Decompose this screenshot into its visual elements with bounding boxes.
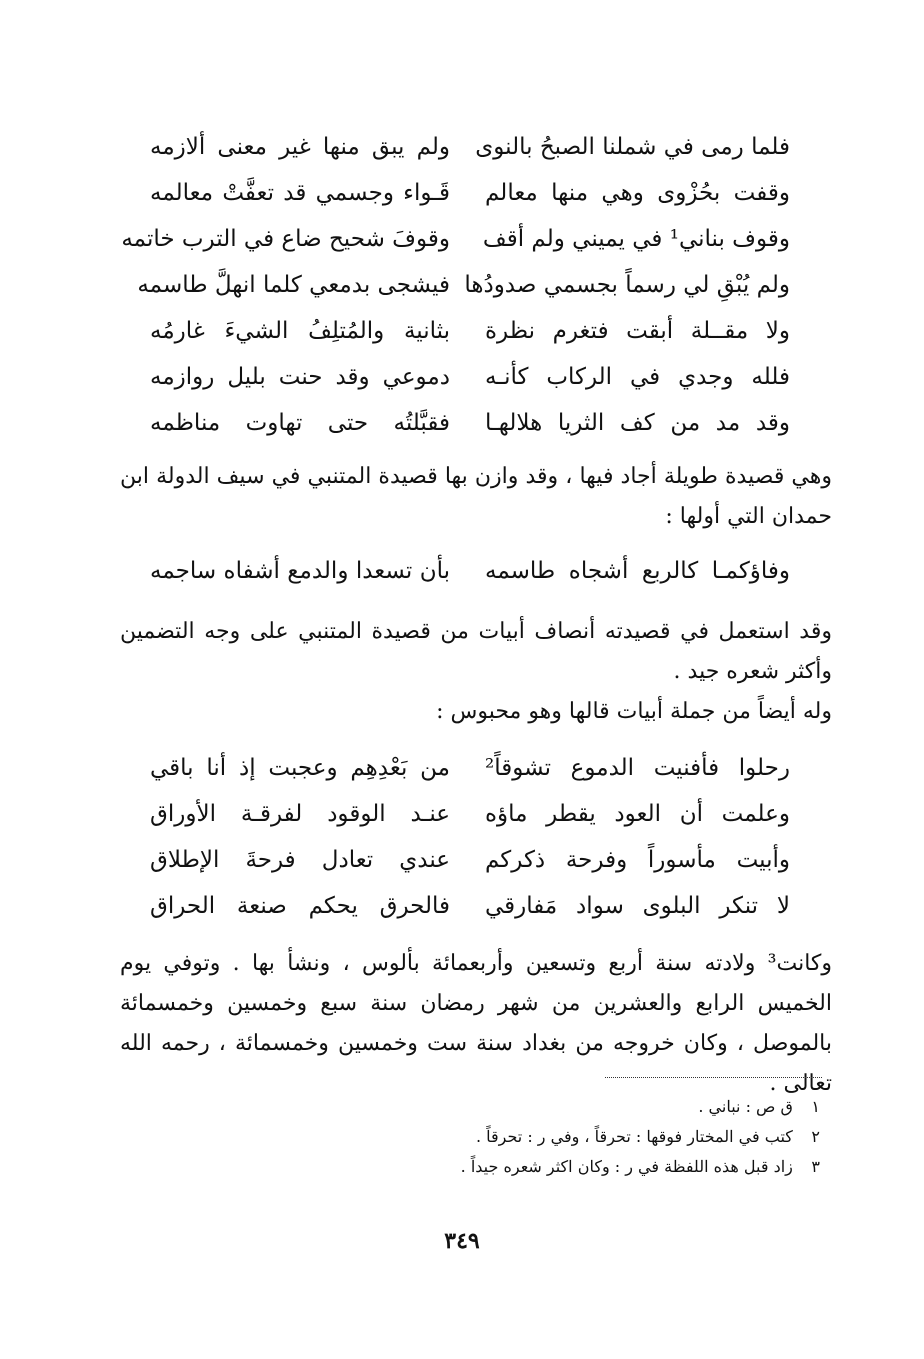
verse bbox=[150, 124, 790, 170]
footnote-number: ١ bbox=[811, 1097, 820, 1116]
first-hemistich: وقد مد من كف الثريا هلالهـا bbox=[485, 410, 790, 436]
footnote-number: ٢ bbox=[811, 1127, 820, 1146]
poem-1 bbox=[121, 124, 790, 446]
page-number: ٣٤٩ bbox=[444, 1228, 480, 1254]
verse bbox=[150, 170, 790, 216]
second-hemistich: فقبَّلتُه حتى تهاوت مناظمه bbox=[150, 410, 450, 436]
second-hemistich: دموعي وقد حنت بليل روازمه bbox=[150, 364, 450, 390]
verse bbox=[150, 791, 790, 837]
second-hemistich: فيشجى بدمعي كلما انهلَّ طاسمه bbox=[137, 272, 450, 298]
footnote bbox=[330, 1092, 820, 1122]
verse bbox=[150, 308, 790, 354]
footnotes bbox=[330, 1092, 820, 1182]
verse bbox=[150, 837, 790, 883]
second-hemistich: عندي تعادل فرحةَ الإطلاق bbox=[150, 847, 450, 873]
paragraph-commentary bbox=[120, 457, 832, 537]
verse bbox=[150, 883, 790, 929]
first-hemistich: وعلمت أن العود يقطر ماؤه bbox=[485, 801, 790, 827]
first-hemistich: ولم يُبْقِ لي رسماً بجسمي صدودُها bbox=[464, 272, 790, 298]
second-hemistich: من بَعْدِهِم وعجبت إذ أنا باقي bbox=[150, 755, 450, 781]
second-hemistich: ولم يبق منها غير معنى ألازمه bbox=[150, 134, 450, 160]
footnote-text: كتب في المختار فوقها : تحرقاً ، وفي ر : تحرقاً . bbox=[475, 1127, 793, 1146]
verse bbox=[150, 745, 790, 791]
first-hemistich: ولا مقــلة أبقت فتغرم نظرة bbox=[485, 318, 790, 344]
verse bbox=[137, 262, 790, 308]
first-hemistich: وأبيت مأسوراً وفرحة ذكركم bbox=[485, 847, 790, 873]
quoted-verse bbox=[150, 548, 790, 594]
paragraph-text: وهي قصيدة طويلة أجاد فيها ، وقد وازن بها قصيدة المتنبي في سيف الدولة ابن حمدان التي أولها : bbox=[120, 464, 832, 529]
second-hemistich: وقوفَ شحيح ضاع في الترب خاتمه bbox=[121, 226, 450, 252]
footnote-text: ق ص : نباني . bbox=[698, 1097, 793, 1116]
second-hemistich: بأن تسعدا والدمع أشفاه ساجمه bbox=[150, 558, 450, 584]
verse bbox=[150, 548, 790, 594]
footnote-text: زاد قبل هذه اللفظة في ر : وكان اكثر شعره جيداً . bbox=[460, 1157, 793, 1176]
second-hemistich: فالحرق يحكم صنعة الحراق bbox=[150, 893, 450, 919]
verse bbox=[150, 400, 790, 446]
footnote-divider bbox=[605, 1077, 822, 1078]
second-hemistich: عنـد الوقود لفرقـة الأوراق bbox=[150, 801, 450, 827]
verse bbox=[121, 216, 790, 262]
paragraph-text: وله أيضاً من جملة أبيات قالها وهو محبوس : bbox=[436, 699, 832, 724]
paragraph-text: وكانت³ ولادته سنة أربع وتسعين وأربعمائة بألوس ، ونشأ بها . وتوفي يوم الخميس الرابع والعشرين من شهر رمضان سنة سبع وخمسين وخمسمائة بالموصل ، وكان خروجه من بغداد سنة ست وخمسين وخمسمائة ، رحمه الله تعالى . bbox=[120, 951, 832, 1096]
paragraph-text: وقد استعمل في قصيدته أنصاف أبيات من قصيدة المتنبي على وجه التضمين وأكثر شعره جيد . bbox=[120, 619, 832, 684]
poem-2 bbox=[150, 745, 790, 929]
footnote bbox=[330, 1152, 820, 1182]
second-hemistich: بثانية والمُتلِفُ الشيءَ غارمُه bbox=[150, 318, 450, 344]
first-hemistich: رحلوا فأفنيت الدموع تشوقاً² bbox=[485, 755, 790, 781]
paragraph-tadmin bbox=[120, 612, 832, 732]
first-hemistich: لا تنكر البلوى سواد مَفارقي bbox=[485, 893, 790, 919]
second-hemistich: قَـواء وجسمي قد تعفَّتْ معالمه bbox=[150, 180, 450, 206]
first-hemistich: فلما رمى في شملنا الصبحُ بالنوى bbox=[475, 134, 790, 160]
verse bbox=[150, 354, 790, 400]
footnote bbox=[330, 1122, 820, 1152]
first-hemistich: وفاؤكمـا كالربع أشجاه طاسمه bbox=[485, 558, 790, 584]
footnote-number: ٣ bbox=[811, 1157, 820, 1176]
paragraph-biography bbox=[120, 944, 832, 1104]
first-hemistich: فلله وجدي في الركاب كأنـه bbox=[485, 364, 790, 390]
first-hemistich: وقفت بحُزْوى وهي منها معالم bbox=[485, 180, 790, 206]
first-hemistich: وقوف بناني¹ في يميني ولم أقف bbox=[482, 226, 790, 252]
